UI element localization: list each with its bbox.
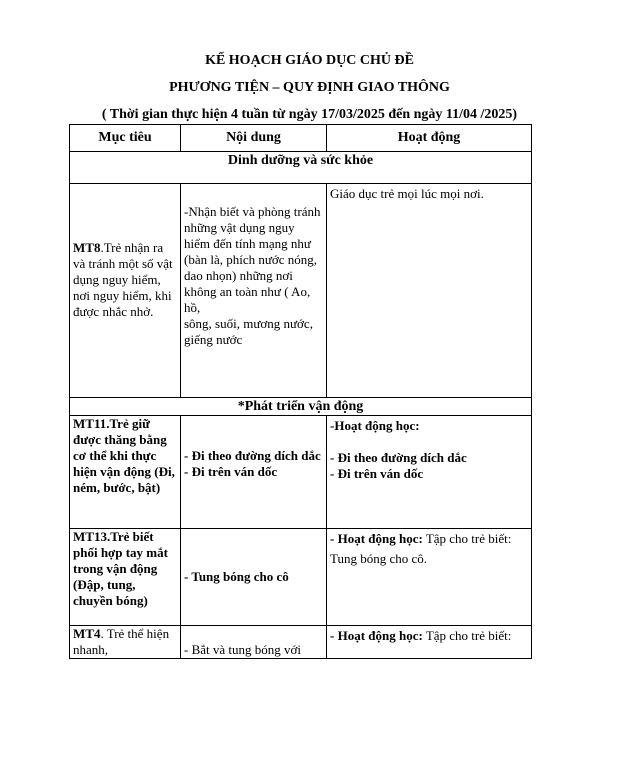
content-line: - Đi trên ván dốc — [184, 464, 278, 479]
header-content: Nội dung — [181, 125, 327, 152]
section-heading-motor: *Phát triển vận động — [70, 398, 532, 416]
section-row-nutrition — [70, 152, 532, 184]
activity-line: - Đi theo đường dích dắc — [330, 450, 467, 465]
activity-line: Tung bóng cho cô. — [330, 551, 428, 566]
content-line: sông, suối, mương nước, giếng nước — [184, 316, 313, 347]
table-row — [70, 626, 532, 659]
header-activity: Hoạt động — [327, 125, 532, 152]
document-title: KẾ HOẠCH GIÁO DỤC CHỦ ĐỀ — [205, 53, 414, 68]
activity-cell — [327, 416, 532, 529]
section-heading-nutrition: Dinh dưỡng và sức khỏe — [70, 152, 532, 184]
goal-cell — [70, 184, 181, 398]
goal-text: .Trẻ nhận ra và tránh một số vật dụng nguy hiểm, nơi nguy hiểm, khi được nhắc nhở. — [73, 240, 173, 319]
table-row — [70, 184, 532, 398]
goal-code: MT4 — [73, 626, 101, 641]
content-line: - Đi theo đường dích dắc — [184, 448, 321, 463]
activity-cell — [327, 184, 532, 398]
document-period: ( Thời gian thực hiện 4 tuần từ ngày 17/03/2025 đến ngày 11/04 /2025) — [101, 107, 518, 122]
content-text: - Tung bóng cho cô — [184, 569, 289, 584]
activity-line: - Đi trên ván dốc — [330, 466, 424, 481]
content-text: - Bắt và tung bóng với — [184, 642, 301, 657]
activity-label: - Hoạt động học: — [330, 628, 423, 643]
content-cell — [181, 184, 327, 398]
activity-cell — [327, 626, 532, 659]
document-subtitle: PHƯƠNG TIỆN – QUY ĐỊNH GIAO THÔNG — [169, 80, 450, 95]
content-line: hiểm đến tính mạng như (bàn là, phích nước nóng, — [184, 236, 318, 267]
content-cell — [181, 529, 327, 626]
header-goal: Mục tiêu — [70, 125, 181, 152]
content-line: -Nhận biết và phòng tránh những vật dụng nguy — [184, 204, 321, 235]
goal-line: cơ thể khi thực hiện vận động (Đi, ném, bước, bật) — [73, 448, 175, 495]
activity-title: -Hoạt động học: — [330, 418, 420, 433]
activity-text: Tập cho trẻ biết: — [422, 531, 512, 546]
goal-line: trong vận động (Đập, tung, chuyền bóng) — [73, 561, 158, 608]
goal-code: MT8 — [73, 240, 101, 255]
table-row — [70, 416, 532, 529]
activity-cell — [327, 529, 532, 626]
content-cell — [181, 626, 327, 659]
goal-text: . Trẻ thể hiện nhanh, — [73, 626, 170, 657]
table-row — [70, 529, 532, 626]
activity-text: Tập cho trẻ biết: — [422, 628, 512, 643]
plan-table — [69, 124, 532, 659]
goal-line: MT13.Trẻ biết phối hợp tay mắt — [73, 529, 168, 560]
goal-cell — [70, 626, 181, 659]
section-row-motor — [70, 398, 532, 416]
goal-cell — [70, 529, 181, 626]
content-line: dao nhọn) những nơi không an toàn như ( Ao, hồ, — [184, 268, 311, 315]
activity-label: - Hoạt động học: — [330, 531, 423, 546]
goal-line: MT11.Trẻ giữ được thăng bằng — [73, 416, 167, 447]
goal-cell — [70, 416, 181, 529]
table-header-row — [70, 125, 532, 152]
activity-text: Giáo dục trẻ mọi lúc mọi nơi. — [330, 186, 484, 201]
content-cell — [181, 416, 327, 529]
